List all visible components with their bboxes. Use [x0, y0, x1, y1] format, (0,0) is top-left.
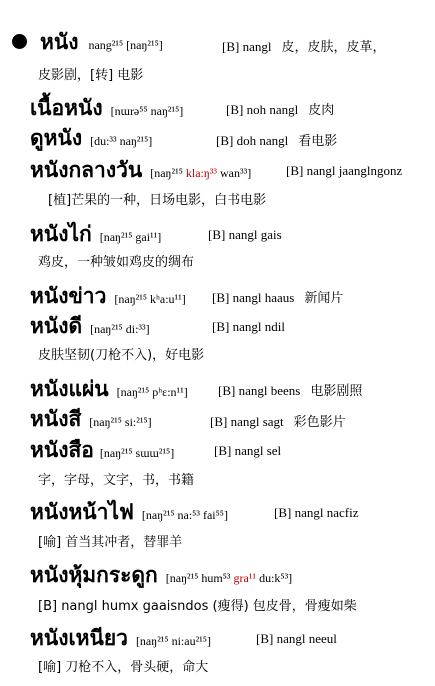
entry-headword-line: [30, 622, 211, 655]
pronunciation: nang²¹⁵ [naŋ²¹⁵]: [88, 38, 163, 52]
entry-headword-line: [30, 373, 188, 406]
dialect-tag: [B] doh nangl: [216, 133, 289, 148]
highlighted-syllable: gra¹¹: [233, 571, 257, 585]
definition: [喻] 刀枪不入，骨头硬，命大: [38, 660, 209, 675]
definition: [植]芒果的一种，日场电影，白书电影: [48, 193, 267, 208]
entry-headword-line: [30, 559, 292, 592]
entry-headword-line: [30, 218, 161, 251]
thai-headword: หนังข่าว: [30, 284, 107, 308]
definition: [B] nangl humx gaaisndos (瘦得) 包皮骨，骨瘦如柴: [38, 599, 357, 614]
thai-headword: หนังสือ: [30, 438, 94, 462]
entry-headword-line: [30, 122, 152, 155]
entry-headword-line: [40, 26, 163, 59]
pronunciation: [naŋ²¹⁵ kʰa:u¹¹]: [114, 292, 186, 306]
entry-gloss: [208, 226, 282, 244]
thai-headword: หนังเหนียว: [30, 626, 128, 650]
thai-headword: หนังดี: [30, 314, 83, 338]
definition: 鸡皮，一种皱如鸡皮的绸布: [38, 255, 195, 270]
pronunciation: [du:³³ naŋ²¹⁵]: [90, 134, 153, 148]
highlighted-syllable: kla:ŋ³³: [185, 166, 217, 180]
meaning: 新闻片: [304, 291, 344, 306]
definition: [喻] 首当其冲者，替罪羊: [38, 535, 183, 550]
pronunciation: [naŋ²¹⁵ na:⁵³ fai⁵⁵]: [141, 508, 228, 522]
thai-headword: หนังสี: [30, 407, 82, 431]
thai-headword: ดูหนัง: [30, 126, 83, 150]
thai-headword: หนังหน้าไฟ: [30, 500, 134, 524]
entry-gloss: [274, 504, 358, 522]
dialect-tag: [B] nangl haaus: [212, 290, 295, 305]
entry-gloss: [286, 162, 402, 180]
pronunciation: [naŋ²¹⁵ si:²¹⁵]: [89, 415, 152, 429]
pronunciation: [naŋ²¹⁵ di:³³]: [90, 322, 150, 336]
entry-gloss: [212, 318, 285, 336]
pronunciation: [naŋ²¹⁵ pʰɛ:n¹¹]: [116, 385, 188, 399]
dialect-tag: [B] nangl sel: [214, 443, 282, 458]
entry-gloss: [222, 36, 385, 56]
pronunciation: [naŋ²¹⁵ ni:au²¹⁵]: [135, 634, 211, 648]
dialect-tag: [B] nangl neeul: [256, 631, 337, 646]
entry-gloss: [218, 380, 362, 400]
meaning: 电影剧照: [310, 384, 363, 399]
entry-gloss: [226, 99, 334, 119]
thai-headword: หนังแผ่น: [30, 377, 109, 401]
thai-headword: หนังกลางวัน: [30, 158, 143, 182]
entry-headword-line: [30, 280, 186, 313]
entry-headword-line: [30, 434, 174, 467]
definition: 字，字母，文字，书，书籍: [38, 473, 195, 488]
dialect-tag: [B] nangl beens: [218, 383, 301, 398]
pronunciation: [naŋ²¹⁵ gai¹¹]: [99, 230, 162, 244]
meaning: 看电影: [298, 134, 338, 149]
entry-gloss: [214, 442, 281, 460]
thai-headword: หนังไก่: [30, 222, 92, 246]
dialect-tag: [B] nangl ndil: [212, 319, 285, 334]
meaning: 皮肉: [308, 103, 335, 118]
dialect-tag: [B] nangl nacfiz: [274, 505, 359, 520]
entry-headword-line: [30, 310, 150, 343]
entry-headword-line: [30, 403, 152, 436]
thai-headword: เนื้อหนัง: [30, 96, 103, 120]
entry-gloss: [212, 287, 343, 307]
meaning: 皮，皮肤，皮革，: [281, 40, 386, 55]
meaning: 彩色影片: [293, 415, 346, 430]
dialect-tag: [B] nangl gais: [208, 227, 282, 242]
entry-gloss: [256, 630, 337, 648]
thai-headword: หนัง: [40, 30, 79, 54]
pronunciation: [naŋ²¹⁵ sɯɯ²¹⁵]: [99, 446, 175, 460]
pronunciation: [naŋ²¹⁵ hum⁵³ gra¹¹ du:k⁵³]: [165, 571, 293, 585]
bullet-icon: [12, 34, 27, 49]
dialect-tag: [B] nangl jaanglngonz: [286, 163, 403, 178]
entry-gloss: [216, 130, 337, 150]
pronunciation: [nɯrə⁵⁵ naŋ²¹⁵]: [110, 104, 184, 118]
pronunciation: [naŋ²¹⁵ kla:ŋ³³ wan³³]: [150, 166, 252, 180]
thai-headword: หนังหุ้มกระดูก: [30, 563, 158, 587]
entry-headword-line: [30, 496, 228, 529]
entry-gloss: [210, 411, 346, 431]
dialect-tag: [B] nangl sagt: [210, 414, 284, 429]
entry-headword-line: [30, 92, 183, 125]
definition: 皮肤坚韧(刀枪不入)，好电影: [38, 348, 205, 363]
entry-headword-line: [30, 154, 251, 187]
dialect-tag: [B] nangl: [222, 39, 272, 54]
definition: 皮影剧，[转] 电影: [38, 68, 144, 83]
dialect-tag: [B] noh nangl: [226, 102, 299, 117]
